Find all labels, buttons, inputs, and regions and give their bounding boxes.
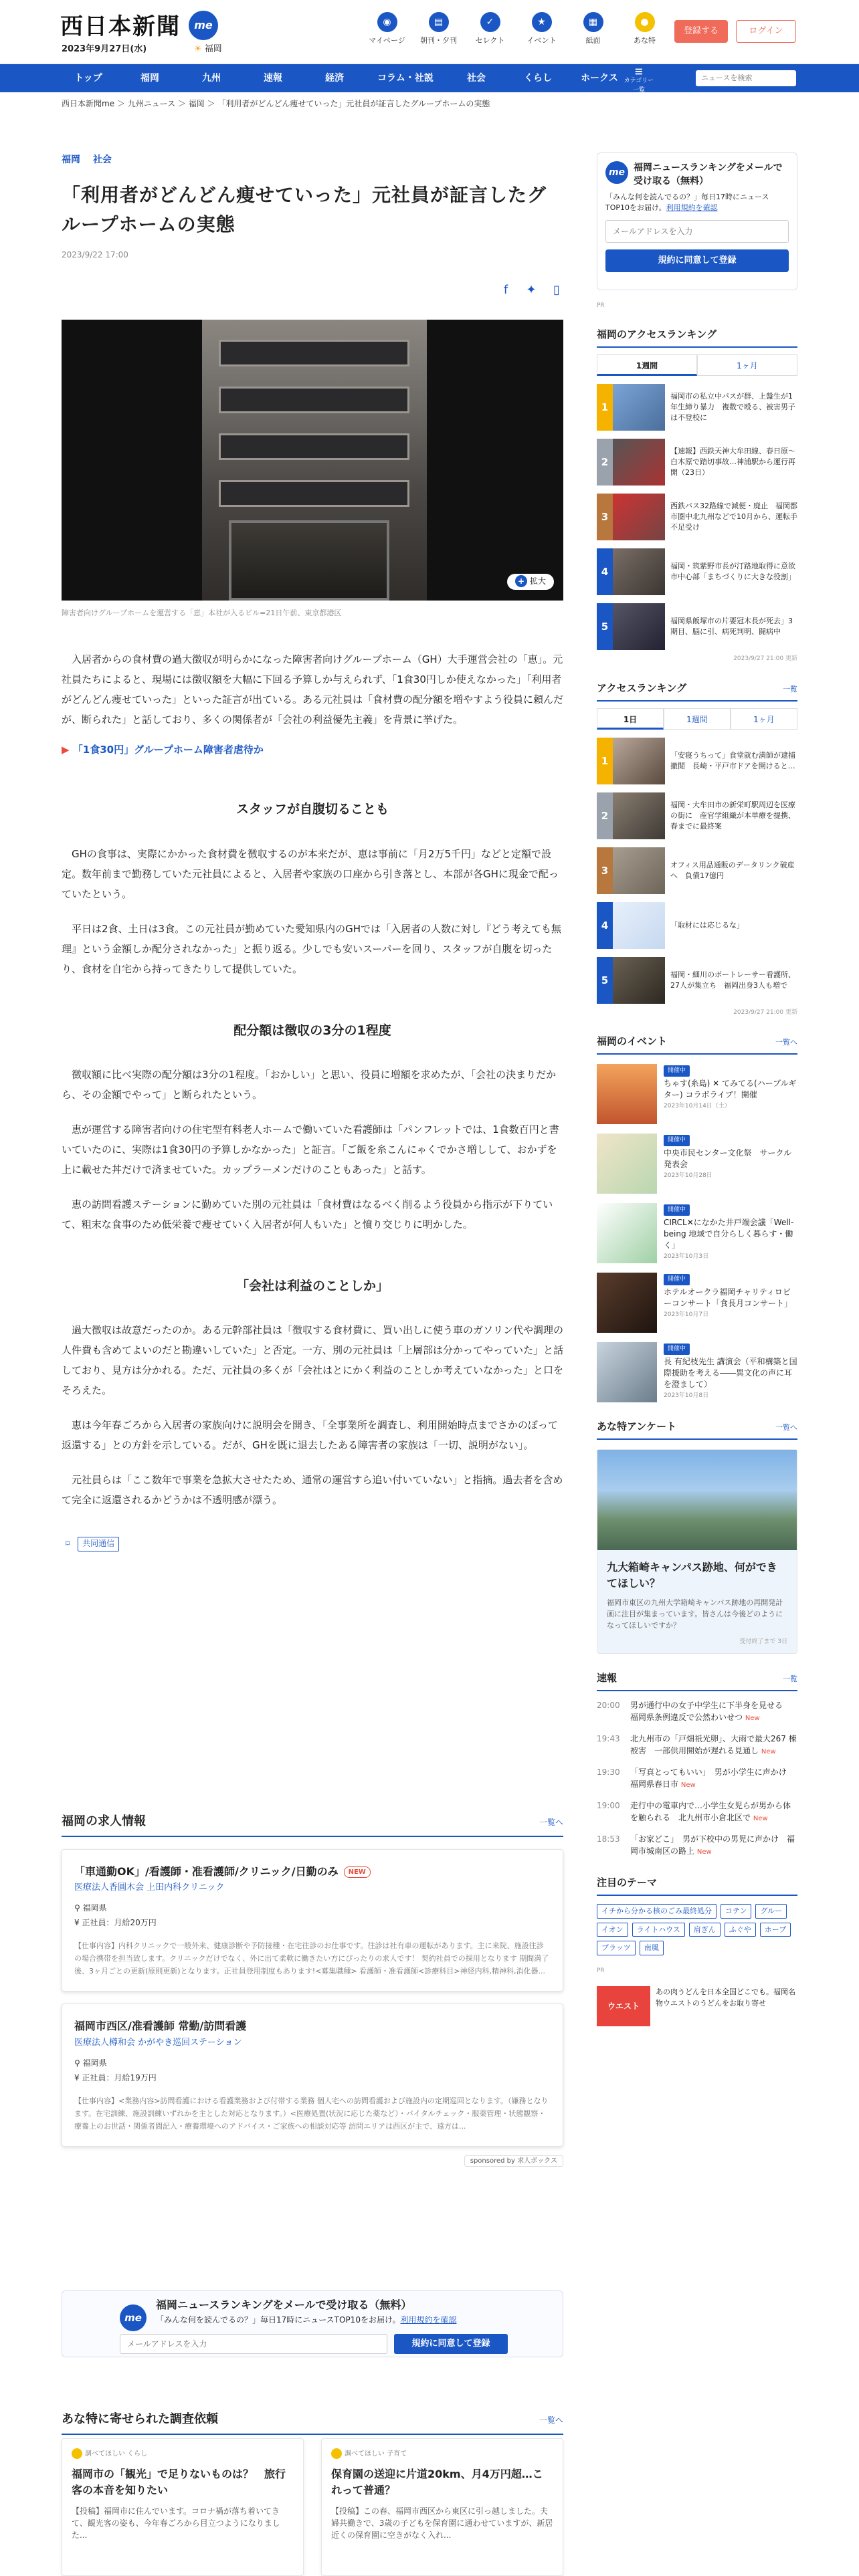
sidebar-newsletter	[597, 152, 797, 290]
event-text	[657, 1134, 797, 1194]
theme-tag[interactable]: イオン	[597, 1923, 628, 1937]
paragraph: 元社員らは「ここ数年で事業を急拡大させたため、通常の運営すら追い付いていない」と指摘。過去者を含めて完全に返還されるかどうかは不透明感が漂う。	[62, 1474, 563, 1507]
sun-icon: ☀	[194, 44, 202, 54]
job-company: 医療法人香圓木会 上田内科クリニック	[74, 1883, 225, 1893]
terms-link[interactable]: 利用規約を確認	[400, 2315, 457, 2325]
header-icon-label: セレクト	[475, 36, 505, 45]
survey-more-link[interactable]: 一覧へ	[539, 2416, 563, 2425]
flash-headline: 走行中の電車内で…小学生女児らが男から体を触られる 北九州市小倉北区で	[630, 1801, 791, 1823]
paragraph: 徴収額に比べ実際の配分額は3分の1程度。「おかしい」と思い、役員に増額を求めたが、「会社の決まりだから、その金額でやって」と断られたという。	[62, 1068, 557, 1101]
job-title-text: 「車通勤OK」/看護師・准看護師/クリニック/日勤のみ	[74, 1864, 339, 1878]
article-date: 2023/9/22 17:00	[62, 250, 128, 260]
category-label: カテゴリー一覧	[624, 78, 654, 94]
event-item[interactable]	[597, 1064, 797, 1124]
ad-text: あの肉うどんを日本全国どこでも。福岡名物ウエストのうどんをお取り寄せ	[656, 1988, 795, 2008]
header-icon-label: イベント	[527, 36, 557, 45]
job-title: 福岡市西区/准看護師 常勤/訪問看護	[74, 2020, 247, 2033]
flash-text	[630, 1766, 797, 1792]
article-photo[interactable]	[62, 320, 563, 601]
rank-text: 【速報】西鉄天神大牟田線、春日原～白木原で踏切事故…神浦駅から運行再開（23日）	[670, 447, 795, 477]
tab-week[interactable]: 1週間	[597, 354, 697, 376]
flash-time: 19:00	[597, 1801, 620, 1811]
flash-text	[630, 1699, 797, 1725]
newsletter-box	[62, 2290, 563, 2357]
flash-item[interactable]	[597, 1699, 797, 1725]
paper-icon: ▦	[583, 12, 603, 32]
fukuoka-ranking-title: 福岡のアクセスランキング	[597, 328, 717, 341]
event-text	[657, 1342, 797, 1402]
event-photo	[597, 1203, 657, 1263]
share-buttons	[62, 284, 563, 297]
survey-card[interactable]	[321, 2438, 563, 2576]
nav-item[interactable]: コラム・社説	[377, 73, 434, 84]
event-badge: 開催中	[664, 1135, 690, 1146]
theme-tag[interactable]: ライトハウス	[632, 1923, 685, 1937]
rank-text: 「安寝うちって」食堂就む満師が逮捕撤閲 長崎・平戸市ドアを開けると…	[670, 750, 795, 770]
nav-item[interactable]: 九州	[202, 73, 221, 84]
job-salary-text: 正社員：月給20万円	[82, 1918, 157, 1928]
logo-me-badge[interactable]: me	[189, 11, 218, 40]
rank-number: 2	[597, 439, 613, 486]
flash-time: 20:00	[597, 1701, 620, 1711]
anatoku-icon	[331, 2448, 342, 2459]
flash-text	[630, 1833, 797, 1858]
anatoku-icon: ●	[635, 12, 655, 32]
job-location	[74, 2056, 551, 2070]
survey-card-text: 【投稿】福岡市に住んでいます。コロナ禍が落ち着いてきて、観光客の姿も、今年春ごろから目立つようになりました...	[72, 2506, 280, 2540]
flash-time: 18:53	[597, 1834, 620, 1844]
nav-item[interactable]: 速報	[264, 73, 282, 84]
rank-number: 4	[597, 548, 613, 595]
event-date: 2023年10月7日	[664, 1311, 709, 1319]
terms-link[interactable]: 利用規約を確認	[666, 203, 718, 212]
poll-card[interactable]	[597, 1449, 797, 1654]
event-text	[657, 1273, 797, 1333]
email-input[interactable]	[120, 2334, 387, 2354]
event-badge: 開催中	[664, 1344, 690, 1355]
rank-text: オフィス用品通販のデータリンク破産へ 負債17億円	[670, 860, 795, 880]
rank-thumbnail	[613, 603, 665, 650]
nav-item[interactable]: ホークス	[581, 73, 618, 84]
ad-logo: ウエスト	[597, 1986, 650, 2026]
access-ranking-title: アクセスランキング	[597, 681, 687, 694]
tab-month[interactable]: 1ヶ月	[731, 708, 797, 730]
events-title: 福岡のイベント	[597, 1035, 668, 1048]
theme-tag[interactable]: グルー	[755, 1904, 787, 1919]
header-icon-label: あな特	[634, 36, 656, 45]
access-ranking-more[interactable]: 一覧	[783, 684, 797, 693]
window-shape	[219, 340, 409, 366]
rank-thumbnail	[613, 494, 665, 540]
me-icon: ◉	[377, 12, 397, 32]
job-salary-text: 正社員：月給19万円	[82, 2072, 157, 2082]
job-salary	[74, 2070, 551, 2085]
new-badge: New	[696, 1848, 712, 1856]
event-text	[657, 1203, 797, 1263]
header-date: 2023年9月27日(水)	[62, 44, 147, 54]
category-menu-button[interactable]	[622, 67, 656, 95]
flash-headline: 北九州市の「戸畑祇光卵」、大雨で最大267 棟被害 一部供用開始が遅れる見通し	[630, 1734, 797, 1756]
flash-item[interactable]	[597, 1766, 797, 1792]
job-meta	[74, 1901, 551, 1930]
pr-label: PR	[597, 302, 605, 309]
theme-tag[interactable]: ホープ	[760, 1923, 791, 1937]
job-card[interactable]	[62, 2004, 563, 2146]
job-company: 医療法人樽和会 かがやき巡回ステーション	[74, 2037, 242, 2048]
event-photo	[597, 1273, 657, 1333]
rank-text: 福岡・細川のボートレーサー看護所、27人が集立ち 福岡出身3人も増で	[670, 970, 795, 990]
flash-time: 19:30	[597, 1767, 620, 1778]
job-description: 【仕事内容】<業務内容>訪問看護における看護業務および付帯する業務 個人宅への訪問看護および施設内の定期巡回となります。（嫌務となります。在宅訓練、施設訓練いずれかを主とした対応となります。）<医療処置(状況に応じた薬など）・バイタルチェック・服薬管理・状態観察・療養上のお世話・関係者間記入・療養環境へのアドバイス・ご家族への相談対応等 訪問エリアは西区が主で、遠方は...	[74, 2096, 549, 2131]
poll-more[interactable]: 一覧へ	[775, 1423, 797, 1432]
survey-card-title: 保育園の送迎に片道20km、月4万円超…これって普通？	[331, 2468, 543, 2496]
poll-header	[597, 1418, 797, 1440]
rank-number: 3	[597, 847, 613, 894]
job-listings	[62, 1812, 563, 2167]
flash-more[interactable]: 一覧	[783, 1675, 797, 1684]
poll-title: 九大箱崎キャンパス跡地、何ができてほしい？	[607, 1561, 777, 1590]
facebook-icon[interactable]: f	[503, 282, 508, 297]
survey-chip-text: 調べてほしい くらし	[85, 2450, 148, 2458]
rank-number: 2	[597, 792, 613, 839]
themes-header	[597, 1874, 797, 1896]
plus-icon: +	[515, 575, 527, 587]
survey-chip-text: 調べてほしい 子育て	[345, 2450, 407, 2458]
pin-icon: ⚲	[74, 1903, 80, 1913]
header-icon-anatoku[interactable]	[619, 12, 670, 47]
search-input[interactable]	[696, 70, 796, 86]
related-article-link[interactable]	[62, 742, 563, 758]
rank-thumbnail	[613, 548, 665, 595]
ranking-item[interactable]	[597, 957, 797, 1004]
ranking-item[interactable]	[597, 384, 797, 431]
event-badge: 開催中	[664, 1274, 690, 1285]
poll-deadline: 受付終了まで 3日	[739, 1638, 787, 1646]
yen-icon: ¥	[74, 1918, 80, 1928]
sidebar-newsletter-sub	[605, 192, 789, 213]
email-input[interactable]	[605, 220, 789, 243]
sidebar	[597, 152, 803, 2026]
ranking-item[interactable]	[597, 548, 803, 595]
nav-item[interactable]: トップ	[74, 73, 102, 84]
new-badge: New	[761, 1748, 776, 1756]
job-location	[74, 1901, 551, 1915]
survey-header	[62, 2410, 563, 2435]
category-link[interactable]: 福岡	[62, 154, 80, 165]
event-photo	[597, 1134, 657, 1194]
survey-card-title: 福岡市の「観光」で足りないものは？ 旅行客の本音を知りたい	[72, 2468, 286, 2496]
hamburger-icon: ≡	[634, 65, 644, 78]
theme-tag[interactable]: ふぐや	[725, 1923, 756, 1937]
entrance-shape	[229, 520, 389, 601]
theme-tag[interactable]: 肩ぎん	[689, 1923, 721, 1937]
flash-time: 19:43	[597, 1734, 620, 1744]
flash-title: 速報	[597, 1672, 617, 1685]
paragraph: 平日は2食、土日は3食。この元社員が勤めていた愛知県内のGHでは「入居者の人数に対し『どう考えても無理』という金額しか配分されなかった」と振り返る。少しでも安いスーパーを回り、スタッフが自腹を切ったり、食材を自宅から持ってきたりして提供していた。	[62, 922, 561, 975]
rank-thumbnail	[613, 738, 665, 784]
jobs-title: 福岡の求人情報	[62, 1814, 146, 1828]
subheading: スタッフが自腹切ることも	[235, 802, 389, 817]
category-link[interactable]: 社会	[92, 154, 112, 165]
job-meta	[74, 2056, 551, 2085]
event-date: 2023年10月3日	[664, 1253, 709, 1261]
subscribe-button[interactable]: 規約に同意して登録	[394, 2334, 508, 2354]
jobs-header	[62, 1812, 563, 1837]
fukuoka-ranking-header	[597, 326, 797, 348]
events-more[interactable]: 一覧へ	[775, 1038, 797, 1047]
nav-item[interactable]: 社会	[467, 73, 486, 84]
rank-number: 1	[597, 738, 613, 784]
sidebar-ad[interactable]	[597, 1986, 797, 2026]
newspaper-icon: ▤	[429, 12, 449, 32]
survey-title: あな特に寄せられた調査依頼	[62, 2412, 218, 2426]
rank-thumbnail	[613, 792, 665, 839]
header-icon-paper[interactable]	[413, 12, 464, 47]
header-icons	[361, 12, 670, 47]
me-icon: me	[120, 2304, 147, 2331]
survey-section	[62, 2410, 563, 2540]
events-header	[597, 1033, 797, 1055]
theme-tag[interactable]: コテン	[721, 1904, 751, 1919]
job-location-text: 福岡県	[82, 1903, 107, 1913]
new-badge: New	[680, 1782, 696, 1790]
poll-text: 福岡市東区の九州大学箱崎キャンパス跡地の再開発計画に注目が集まっています。皆さんは今後どのようになってほしいですか？	[607, 1598, 783, 1630]
flash-text	[630, 1800, 797, 1825]
ranking-item[interactable]	[597, 792, 797, 839]
header-icon-label: マイページ	[369, 36, 405, 45]
header-icon-select[interactable]	[464, 12, 516, 47]
new-badge: New	[745, 1715, 760, 1723]
pin-icon: ⚲	[74, 2058, 80, 2068]
flash-headline: 男が通行中の女子中学生に下半身を見せる 福岡県条例違反で公然わいせつ	[630, 1701, 791, 1723]
flash-item[interactable]	[597, 1800, 797, 1825]
subheading: 「会社は利益のことしか」	[235, 1278, 389, 1293]
window-shape	[219, 480, 409, 507]
event-item[interactable]	[597, 1134, 797, 1194]
header-icon-event[interactable]	[516, 12, 567, 47]
event-badge: 開催中	[664, 1204, 690, 1216]
weather-city: 福岡	[204, 44, 222, 54]
subscribe-button[interactable]: 規約に同意して登録	[605, 249, 789, 272]
new-badge: NEW	[344, 1866, 371, 1878]
register-button[interactable]: 登録する	[674, 20, 728, 43]
flash-text	[630, 1733, 797, 1758]
newsletter-title: 福岡ニュースランキングをメールで受け取る（無料）	[156, 2298, 412, 2311]
theme-tag[interactable]: イチから分かる核のごみ最終処分	[597, 1904, 717, 1919]
event-photo	[597, 1342, 657, 1402]
article-categories	[62, 152, 563, 167]
event-title: 中央市民センター文化祭 サークル発表会	[664, 1148, 792, 1170]
event-date: 2023年10月8日	[664, 1392, 709, 1400]
tab-day[interactable]: 1日	[597, 708, 664, 730]
event-date: 2023年10月28日	[664, 1172, 712, 1180]
tab-week[interactable]: 1週間	[664, 708, 731, 730]
nav-item[interactable]: 経済	[325, 73, 344, 84]
ranking-item[interactable]	[597, 738, 797, 784]
ranking-item[interactable]	[597, 847, 797, 894]
paragraph: 恵の訪問看護ステーションに勤めていた別の元社員は「食材費はなるべく削るよう役員から指示が下りていて、粗末な食事のため低栄養で痩せていく入居者が何人もいた」と憤り交じりに明かした。	[62, 1198, 553, 1230]
rank-number: 3	[597, 494, 613, 540]
paragraph: 過大徴収は故意だったのか。ある元幹部社員は「徴収する食材費に、買い出しに使う車のガソリン代や調理の人件費も含めてよいのだと勘違いしていた」と否定。一方、別の元社員は「上層部は分かってやっていた」と話しており、見方は分かれる。ただ、元社員の多くが「会社はとにかく利益のことしか考えていなかった」と口をそろえた。	[62, 1324, 564, 1397]
global-nav	[0, 64, 859, 92]
poll-section-title: あな特アンケート	[597, 1420, 677, 1433]
flash-headline: 「お家どこ」 男が下校中の男児に声かけ 福岡市城南区の路上	[630, 1834, 795, 1856]
rank-thumbnail	[613, 957, 665, 1004]
survey-chip	[331, 2448, 553, 2460]
paragraph: 恵は今年春ごろから入居者の家族向けに説明会を開き、「全事業所を調査し、利用開始時点までさかのぼって返還する」との方針を示している。だが、GHを既に退去したある障害者の家族は「一切、説明がない」。	[62, 1419, 558, 1452]
sidebar-newsletter-sub-text: 「みんな何を読んでるの？」毎日17時にニュースTOP10をお届け。	[605, 193, 769, 212]
event-date: 2023年10月14日（土）	[664, 1103, 731, 1110]
survey-card[interactable]	[62, 2438, 304, 2576]
article-title: 「利用者がどんどん痩せていった」元社員が証言したグループホームの実態	[62, 184, 547, 236]
event-title: 長 有紀枝先生 講演会（平和構築と国際援助を考える――異文化の声に耳を澄まして）	[664, 1357, 797, 1390]
event-title: ホテルオークラ福岡チャリティロビーコンサート「食長月コンサート」	[664, 1287, 793, 1309]
job-card[interactable]	[62, 1849, 563, 1992]
new-badge: New	[753, 1815, 768, 1823]
rank-text: 福岡・筑紫野市長が汀路地取得に意欲 市中心部「まちづくりに大きな役割」	[670, 562, 803, 582]
related-label: 「1食30円」グループホーム障害者虐待か	[72, 744, 264, 756]
paragraph: 恵が運営する障害者向けの住宅型有料老人ホームで働いていた看護師は「パンフレットでは、1食数百円と書いていたのに、実際は1食30円の予算しかなかった」と証言。「ご飯を糸こんにゃくでかさ増しして、おかずを上に載せた丼だけで済ませていた。カップラーメンだけのこともあった」と話す。	[62, 1123, 559, 1176]
rank-thumbnail	[613, 902, 665, 949]
zoom-button[interactable]	[507, 574, 554, 589]
subheading: 配分額は徴収の3分の1程度	[233, 1023, 391, 1038]
ranking-timestamp: 2023/9/27 21:00 更新	[733, 655, 797, 663]
event-item[interactable]	[597, 1342, 797, 1402]
rank-text: 西鉄バス32路線で減便・廃止 福岡都市圏中北九州などで10月から、運転手不足受け	[670, 502, 797, 532]
event-title: CIRCL✕になかた井戸端会議「Well-being 地域で自分らしく暮らす・働く」	[664, 1218, 794, 1251]
ranking-item[interactable]	[597, 603, 797, 650]
select-icon: ✓	[480, 12, 500, 32]
header-icon-label: 朝刊・夕刊	[420, 36, 457, 45]
jobs-more-link[interactable]: 一覧へ	[539, 1818, 563, 1827]
rank-text: 福岡県飯塚市の片要冠木長が死去」3期目、脳に引、病死判明、闘病中	[670, 617, 793, 637]
newsletter-sub	[156, 2314, 457, 2327]
newsletter-sub-text: 「みんな何を読んでるの？」毎日17時にニュースTOP10をお届け。	[156, 2315, 401, 2325]
paragraph: GHの食事は、実際にかかった食材費を徴収するのが本来だが、恵は事前に「月2万5千円」などと定額で設定。数年前まで勤務していた元社員によると、入居者や家族の口座から引き落とし、本部が各GHに現金で配っていたという。	[62, 847, 559, 900]
survey-chip	[72, 2448, 294, 2460]
theme-tag[interactable]: ブラッツ	[597, 1941, 636, 1955]
theme-tags	[597, 1904, 797, 1955]
header-icon-shimen[interactable]	[567, 12, 619, 47]
header-icon-mypage[interactable]	[361, 12, 413, 47]
event-item[interactable]	[597, 1273, 797, 1333]
event-item[interactable]	[597, 1203, 797, 1263]
ranking-item[interactable]	[597, 494, 797, 540]
theme-tag[interactable]: 南風	[640, 1941, 664, 1955]
nav-item[interactable]: 福岡	[140, 73, 159, 84]
job-title	[74, 1863, 551, 1881]
flash-item[interactable]	[597, 1733, 797, 1758]
rank-number: 5	[597, 603, 613, 650]
sponsor-text: sponsored by 求人ボックス	[464, 2155, 563, 2167]
event-icon: ★	[532, 12, 552, 32]
access-tabs	[597, 708, 797, 730]
me-icon: me	[605, 161, 628, 184]
poll-image	[597, 1450, 797, 1550]
rank-thumbnail	[613, 384, 665, 431]
job-location-text: 福岡県	[82, 2058, 107, 2068]
ranking-item[interactable]	[597, 902, 797, 949]
nav-item[interactable]: くらし	[524, 73, 552, 84]
site-header	[0, 0, 859, 64]
event-photo	[597, 1064, 657, 1124]
tag-icon: ⌑	[66, 1539, 70, 1549]
access-ranking-header	[597, 680, 797, 702]
themes-title: 注目のテーマ	[597, 1876, 658, 1889]
event-badge: 開催中	[664, 1065, 690, 1077]
site-logo[interactable]: 西日本新聞	[60, 13, 181, 40]
pr-label: PR	[597, 1967, 605, 1974]
sidebar-newsletter-title: 福岡ニュースランキングをメールで受け取る（無料）	[634, 163, 783, 187]
anatoku-icon	[72, 2448, 82, 2459]
window-shape	[219, 387, 409, 413]
bookmark-icon[interactable]: ▯	[553, 282, 560, 297]
tab-month[interactable]: 1ヶ月	[697, 354, 797, 376]
event-text	[657, 1064, 797, 1124]
ranking-tabs	[597, 354, 797, 376]
rank-number: 4	[597, 902, 613, 949]
rank-number: 5	[597, 957, 613, 1004]
flash-header	[597, 1670, 797, 1691]
tag[interactable]: 共同通信	[78, 1537, 119, 1551]
article	[62, 152, 563, 1551]
survey-card-text: 【投稿】この春、福岡市西区から東区に引っ越しました。夫婦共働きで、3歳の子どもを保育園に通わせていますが、新居近くの保育園に空きがなく入れ...	[331, 2506, 553, 2540]
rank-thumbnail	[613, 847, 665, 894]
zoom-label: 拡大	[529, 576, 546, 586]
breadcrumb[interactable]: 西日本新聞me ＞ 九州ニュース ＞ 福岡 ＞ 「利用者がどんどん痩せていった」元社員が証言したグループホームの実態	[62, 99, 490, 108]
triangle-icon: ▶	[62, 744, 70, 756]
event-title: ちゃす(糸島) ✕ てみてる(ハーブルギター) コラボライブ！開催	[664, 1079, 797, 1100]
ranking-item[interactable]	[597, 439, 797, 486]
header-icon-label: 紙面	[585, 36, 601, 45]
rank-thumbnail	[613, 439, 665, 486]
tag-list	[62, 1537, 563, 1551]
job-salary	[74, 1915, 551, 1930]
rank-text: 福岡・大牟田市の新栄町駅周辺を医療の街に 産官学組織が本単療を提携、春までに最終案	[670, 800, 795, 831]
weather	[194, 43, 222, 57]
job-description: 【仕事内容】内科クリニックで一般外来、健康診断や予防接種・在宅往診のお仕事です。往診は社有車の運転があります。主に来院、施設往診の場合携帯を担当致します。クリニックだけでなく、外に出て柔軟に働きたい方にぴったりの求人です！ 契約社員での採用となります 期間満了後、3ヶ月ごとの更新(原則更新)となります。正社員登用制度もあります!<募集職種> 看護師・准看護師<診療科目>神経内科,精神科,消化器...	[74, 1941, 549, 1976]
photo-caption: 障害者向けグループホームを運営する「恵」本社が入るビル=21日午前、東京都港区	[62, 608, 342, 617]
ranking-timestamp: 2023/9/27 21:00 更新	[733, 1008, 797, 1016]
rank-number: 1	[597, 384, 613, 431]
window-shape	[219, 433, 409, 460]
sponsor-credit[interactable]	[62, 2156, 563, 2167]
twitter-icon[interactable]: ✦	[526, 282, 537, 297]
paragraph: 入居者からの食材費の過大徴収が明らかになった障害者向けグループホーム（GH）大手運営会社の「恵」。元社員たちによると、現場には徴収額を大幅に下回る予算しか与えられず、「1食30円しか使えなかった」「利用者がどんどん痩せていった」といった証言が出ている。ある元社員は「食材費の配分額を増やすよう役員に頼んだが、断られた」と話しており、多くの関係者が「会社の利益優先主義」を背景に挙げた。	[62, 653, 564, 726]
rank-text: 「取材には応じるな」	[670, 920, 744, 930]
yen-icon: ¥	[74, 2072, 80, 2082]
flash-headline: 「写真とってもいい」 男が小学生に声かけ 福岡県春日市	[630, 1767, 795, 1790]
flash-item[interactable]	[597, 1833, 797, 1858]
login-button[interactable]: ログイン	[736, 20, 796, 43]
rank-text: 福岡市の私立中パスが群、上盤生が1年生締り暴力 複数で殴る、被害男子は不登校に	[670, 392, 795, 423]
